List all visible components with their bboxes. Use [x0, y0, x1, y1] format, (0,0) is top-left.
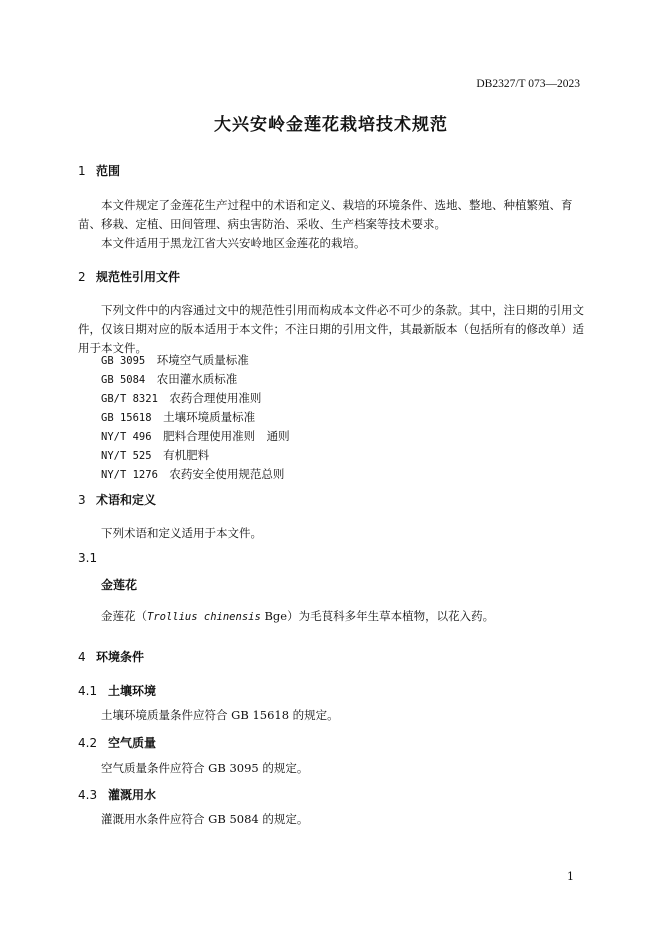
definition-rest: Bge）为毛茛科多年生草本植物，以花入药。 [260, 609, 495, 623]
reference-item [101, 466, 284, 482]
document-code: DB2327/T 073—2023 [476, 78, 580, 90]
subsection-number: 4.2 [78, 736, 98, 750]
reference-item [101, 428, 290, 444]
section-number: 4 [78, 650, 86, 664]
term-number [78, 551, 108, 565]
section-number: 1 [78, 164, 86, 178]
reference-code: GB 5084 [101, 374, 146, 386]
definition-prefix: 金莲花（ [101, 609, 147, 623]
subsection-4-3-heading [78, 786, 156, 803]
reference-code: NY/T 1276 [101, 469, 158, 481]
section-title: 规范性引用文件 [96, 270, 181, 284]
reference-name: 有机肥料 [163, 448, 210, 462]
document-title: 大兴安岭金莲花栽培技术规范 [214, 115, 448, 135]
reference-name: 农药安全使用规范总则 [169, 467, 285, 481]
section-number: 2 [78, 270, 86, 284]
reference-item [101, 390, 261, 406]
term-name: 金莲花 [101, 578, 138, 592]
reference-item [101, 447, 209, 463]
reference-name: 农田灌水质标准 [156, 372, 238, 386]
reference-name: 土壤环境质量标准 [163, 410, 256, 424]
subsection-4-1-heading [78, 682, 156, 699]
section-title: 环境条件 [96, 650, 145, 664]
reference-name: 环境空气质量标准 [156, 353, 249, 367]
section-3-heading [78, 491, 156, 508]
section-1-heading [78, 162, 120, 179]
section-2-heading [78, 268, 180, 285]
reference-code: GB/T 8321 [101, 393, 158, 405]
reference-item [101, 409, 255, 425]
section-number: 3 [78, 493, 86, 507]
subsection-number: 4.3 [78, 788, 98, 802]
section-1-paragraph-1: 本文件规定了金莲花生产过程中的术语和定义、栽培的环境条件、选地、整地、种植繁殖、育苗、移栽、定植、田间管理、病虫害防治、采收、生产档案等技术要求。 [78, 198, 573, 231]
latin-name: Trollius chinensis [147, 611, 261, 623]
section-title: 范围 [96, 164, 121, 178]
reference-code: NY/T 525 [101, 450, 152, 462]
subsection-number: 4.1 [78, 684, 98, 698]
subsection-4-2-text: 空气质量条件应符合 GB 3095 的规定。 [101, 761, 309, 775]
subsection-number: 3.1 [78, 551, 98, 565]
subsection-4-2-heading [78, 734, 156, 751]
reference-item [101, 352, 249, 368]
subsection-4-3-text: 灌溉用水条件应符合 GB 5084 的规定。 [101, 812, 309, 826]
reference-code: GB 3095 [101, 355, 146, 367]
section-1-paragraph-2: 本文件适用于黑龙江省大兴安岭地区金莲花的栽培。 [101, 236, 366, 250]
reference-name: 农药合理使用准则 [169, 391, 262, 405]
section-title: 术语和定义 [96, 493, 157, 507]
section-2-paragraph-1: 下列文件中的内容通过文中的规范性引用而构成本文件必不可少的条款。其中，注日期的引用文件，仅该日期对应的版本适用于本文件；不注日期的引用文件，其最新版本（包括所有的修改单）适用于本文件。 [78, 303, 584, 355]
subsection-title: 土壤环境 [108, 684, 157, 698]
reference-name: 肥料合理使用准则 通则 [163, 429, 290, 443]
section-4-heading [78, 648, 144, 665]
term-definition [78, 607, 584, 627]
reference-code: NY/T 496 [101, 431, 152, 443]
section-3-paragraph-1: 下列术语和定义适用于本文件。 [101, 526, 262, 540]
reference-item [101, 371, 237, 387]
page-number: 1 [567, 870, 574, 883]
reference-code: GB 15618 [101, 412, 152, 424]
subsection-title: 空气质量 [108, 736, 157, 750]
subsection-title: 灌溉用水 [108, 788, 157, 802]
subsection-4-1-text: 土壤环境质量条件应符合 GB 15618 的规定。 [101, 708, 339, 722]
